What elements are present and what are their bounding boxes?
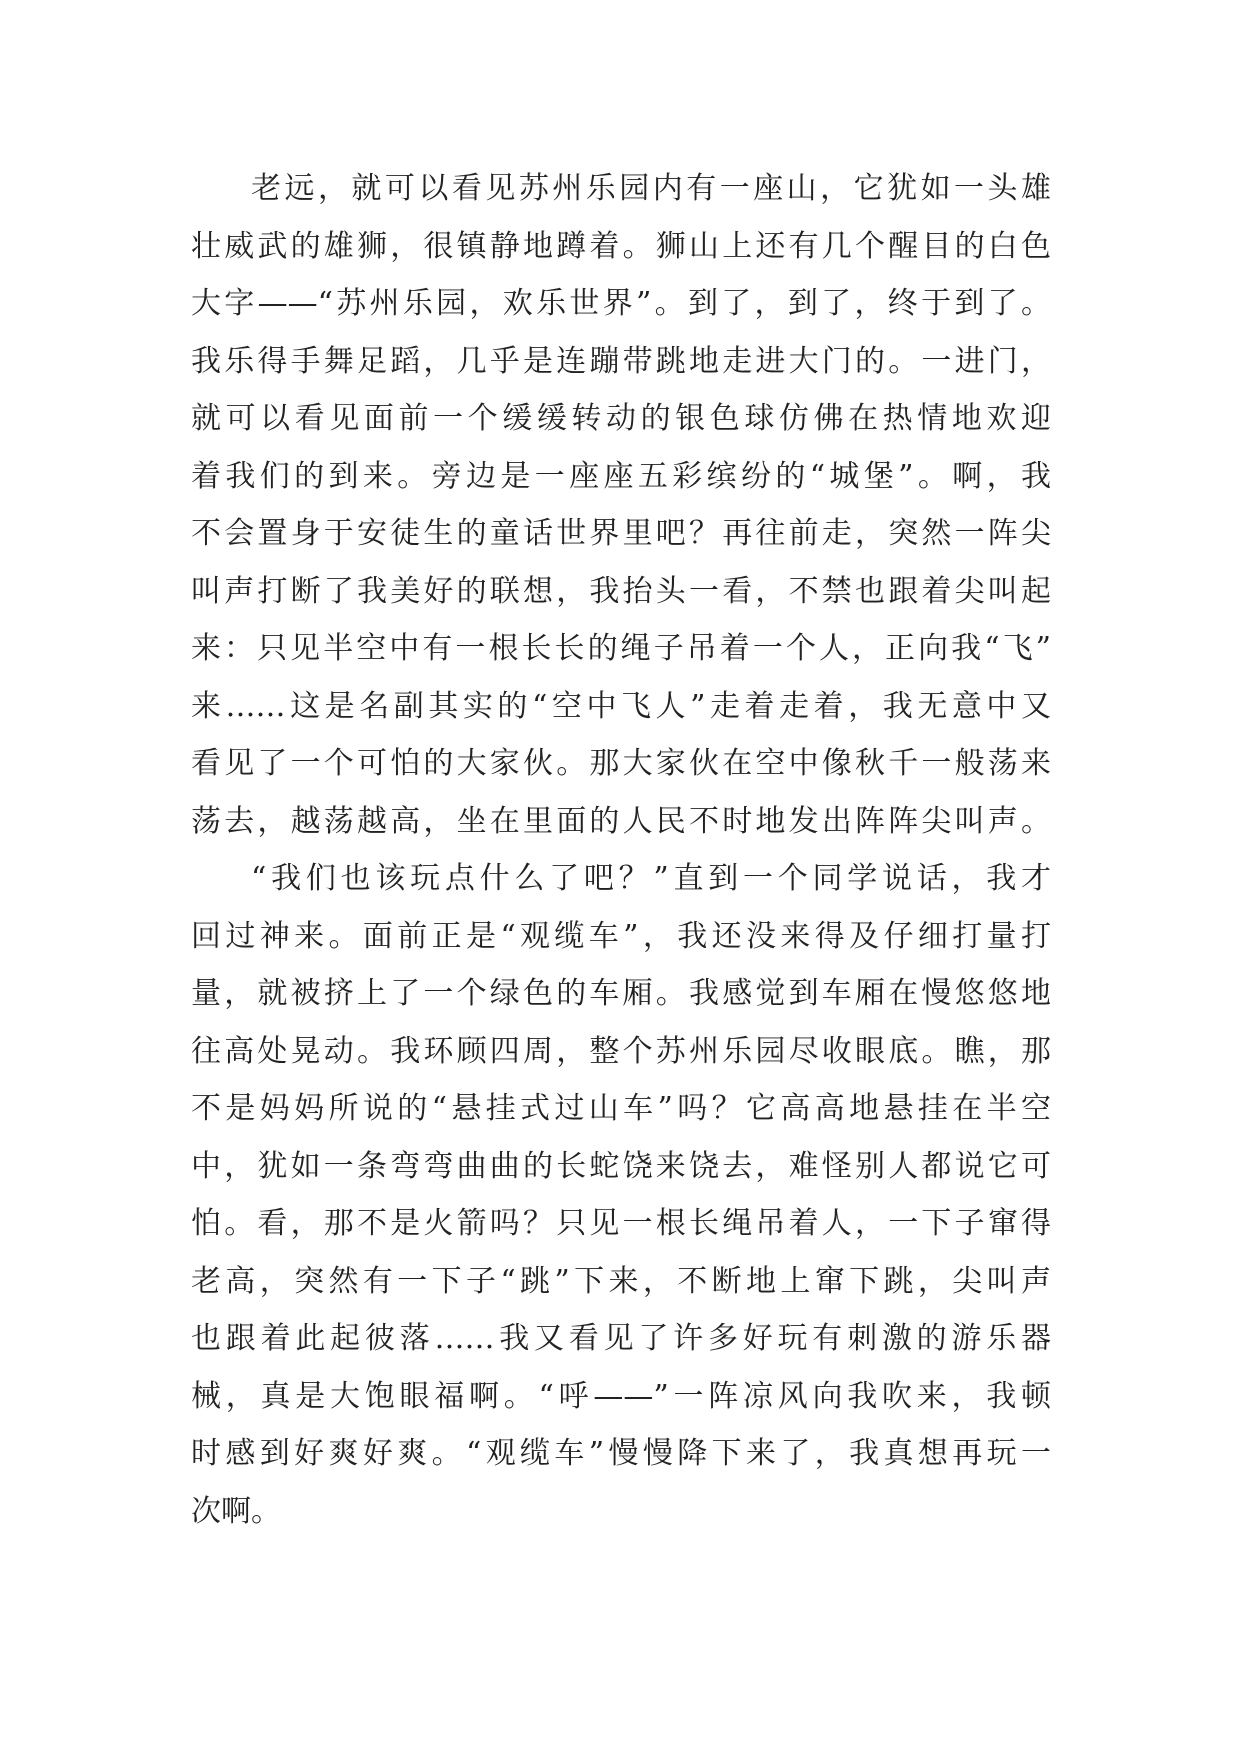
text-line: 次啊。 (191, 1493, 281, 1529)
text-line: 着我们的到来。旁边是一座座五彩缤纷的“城堡”。啊，我 (191, 458, 1051, 494)
text-line: 老高，突然有一下子“跳”下来，不断地上窜下跳，尖叫声 (191, 1263, 1051, 1299)
text-line: 老远，就可以看见苏州乐园内有一座山，它犹如一头雄 (251, 171, 1051, 206)
text-line: 来：只见半空中有一根长长的绳子吊着一个人，正向我“飞” (191, 631, 1051, 666)
text-line: 回过神来。面前正是“观缆车”，我还没来得及仔细打量打 (191, 918, 1051, 954)
text-line: 中，犹如一条弯弯曲曲的长蛇饶来饶去，难怪别人都说它可 (191, 1148, 1051, 1184)
text-line: 荡去，越荡越高，坐在里面的人民不时地发出阵阵尖叫声。 (191, 803, 1051, 839)
text-line: 不会置身于安徒生的童话世界里吧？再往前走，突然一阵尖 (191, 516, 1051, 551)
text-line: 大字——“苏州乐园，欢乐世界”。到了，到了，终于到了。 (191, 286, 1051, 321)
essay-body (191, 160, 1051, 1540)
text-line: 不是妈妈所说的“悬挂式过山车”吗？它高高地悬挂在半空 (191, 1091, 1051, 1126)
text-line: “我们也该玩点什么了吧？”直到一个同学说话，我才 (251, 861, 1051, 896)
text-line: 就可以看见面前一个缓缓转动的银色球仿佛在热情地欢迎 (191, 401, 1051, 436)
text-line: 也跟着此起彼落……我又看见了许多好玩有刺激的游乐器 (191, 1321, 1051, 1356)
paragraph-2 (191, 850, 1051, 1540)
text-line: 怕。看，那不是火箭吗？只见一根长绳吊着人，一下子窜得 (191, 1206, 1051, 1241)
text-line: 械，真是大饱眼福啊。“呼——”一阵凉风向我吹来，我顿 (191, 1378, 1051, 1414)
text-line: 看见了一个可怕的大家伙。那大家伙在空中像秋千一般荡来 (191, 746, 1051, 781)
text-line: 叫声打断了我美好的联想，我抬头一看，不禁也跟着尖叫起 (191, 573, 1051, 609)
text-line: 来……这是名副其实的“空中飞人”走着走着，我无意中又 (191, 688, 1051, 724)
text-line: 壮威武的雄狮，很镇静地蹲着。狮山上还有几个醒目的白色 (191, 228, 1051, 264)
text-line: 量，就被挤上了一个绿色的车厢。我感觉到车厢在慢悠悠地 (191, 976, 1051, 1011)
paragraph-1 (191, 160, 1051, 850)
text-line: 往高处晃动。我环顾四周，整个苏州乐园尽收眼底。瞧，那 (191, 1033, 1051, 1069)
text-line: 我乐得手舞足蹈，几乎是连蹦带跳地走进大门的。一进门， (191, 343, 1051, 379)
text-line: 时感到好爽好爽。“观缆车”慢慢降下来了，我真想再玩一 (191, 1436, 1051, 1471)
